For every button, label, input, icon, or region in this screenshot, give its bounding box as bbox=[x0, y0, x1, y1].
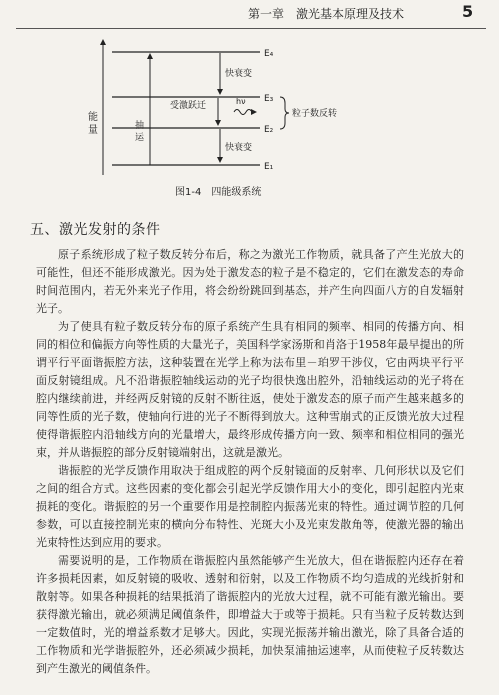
energy-axis-label-1: 能 bbox=[88, 112, 98, 123]
pump-label-2: 运 bbox=[135, 133, 145, 143]
energy-axis-label-2: 量 bbox=[88, 125, 98, 136]
paragraph-1: 原子系统形成了粒子数反转分布后，称之为激光工作物质，就具备了产生光放大的可能性，但还不能形成激光。因为处于激发态的粒子是不稳定的，它们在激发态的寿命时间范围内，若无外来光子作用，将会纷纷跳回到基态，并产生向四面八方的自发辐射光子。 bbox=[36, 248, 464, 315]
population-inversion-label: 粒子数反转 bbox=[292, 109, 338, 119]
figure-caption: 图1-4 四能级系统 bbox=[175, 187, 262, 198]
level-e1-label: E₁ bbox=[264, 162, 274, 172]
level-e4-label: E₄ bbox=[264, 49, 274, 59]
stimulated-transition-label: 受激跃迁 bbox=[170, 101, 207, 111]
level-e2-label: E₂ bbox=[264, 125, 274, 135]
fast-decay-label-top: 快衰变 bbox=[225, 69, 253, 79]
chapter-header: 第一章 激光基本原理及技术 bbox=[248, 7, 405, 21]
paragraph-3: 谐振腔的光学反馈作用取决于组成腔的两个反射镜面的反射率、几何形状以及它们之间的组合方式。这些因素的变化都会引起光学反馈作用大小的变化，即引起腔内光束损耗的变化。谐振腔的另一个重要作用是控制腔内振荡光束的特性。通过调节腔的几何参数，可以直接控制光束的横向分布特性、光斑大小及光束发散角等，使激光器的输出光束特性达到应用的要求。 bbox=[36, 464, 464, 549]
header-rule bbox=[16, 28, 486, 29]
photon-wave bbox=[234, 110, 252, 115]
pump-label-1: 抽 bbox=[135, 121, 145, 131]
hv-label: hν bbox=[236, 97, 246, 106]
page-number: 5 bbox=[462, 2, 474, 21]
body-text bbox=[36, 246, 464, 678]
four-level-diagram bbox=[0, 30, 499, 200]
paragraph-4: 需要说明的是，工作物质在谐振腔内虽然能够产生光放大，但在谐振腔内还存在着许多损耗因素，如反射镜的吸收、透射和衍射，以及工作物质不均匀造成的光线折射和散射等。如果各种损耗的结果抵消了谐振腔内的光放大过程，就不可能有激光输出。要获得激光输出，就必须满足阈值条件，即增益大于或等于损耗。只有当粒子反转数达到一定数值时，光的增益系数才足够大。因此，实现光振荡并输出激光，除了具备合适的工作物质和光学谐振腔外，还必须减少损耗，加快泵浦抽运速率，从而使粒子反转数达到产生激光的阈值条件。 bbox=[36, 554, 464, 675]
section-title: 五、激光发射的条件 bbox=[30, 222, 161, 238]
population-inversion-brace bbox=[280, 97, 289, 129]
paragraph-2: 为了使具有粒子数反转分布的原子系统产生具有相同的频率、相同的传播方向、相同的相位和偏振方向等性质的大量光子，美国科学家汤斯和肖洛于1958年最早提出的所谓平行平面谐振腔方法，这种装置在光学上称为法布里－珀罗干涉仪，它由两块平行平面反射镜组成。凡不沿谐振腔轴线运动的光子均很快逸出腔外，沿轴线运动的光子将在腔内继续前进，并经两反射镜的反射不断往返，使处于激发态的原子而产生越来越多的同等性质的光子数，使轴向行进的光子不断得到放大。这种雪崩式的正反馈光放大过程使得谐振腔内沿轴线方向的光量增大，最终形成传播方向一致、频率和相位相同的强光束，并从谐振腔的部分反射镜端射出，这就是激光。 bbox=[36, 320, 464, 459]
level-e3-label: E₃ bbox=[264, 94, 274, 104]
fast-decay-label-bottom: 快衰变 bbox=[225, 143, 253, 153]
